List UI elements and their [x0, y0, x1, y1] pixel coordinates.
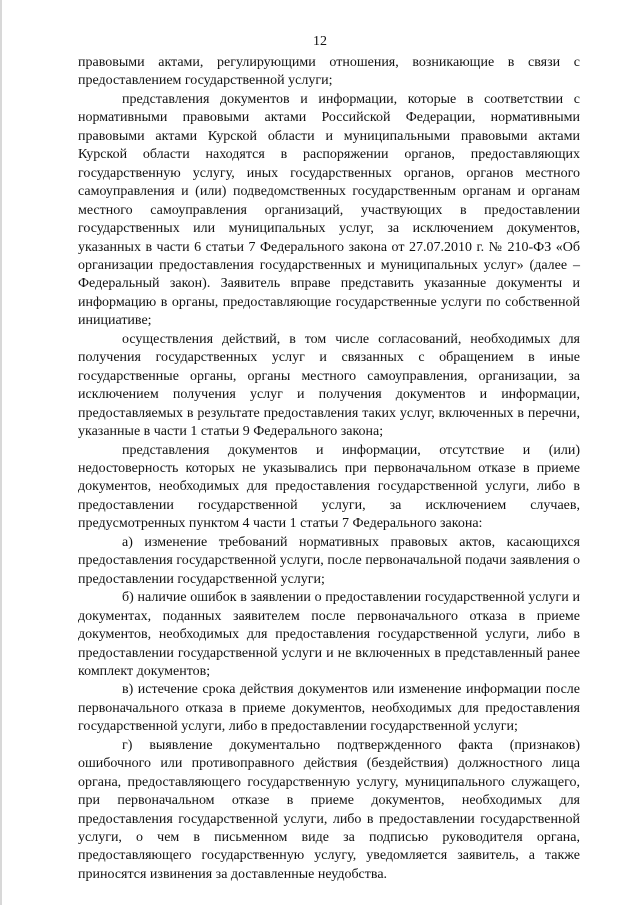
list-item-g: г) выявление документально подтвержденного факта (признаков) ошибочного или противоправного действия (бездействия) должностного лица органа, предоставляющего государственную услугу, муниципального служащего, при первоначальном отказе в приеме документов, необходимых для предоставления государственной услуги, либо в предоставлении государственной услуги, о чем в письменном виде за подписью руководителя органа, предоставляющего государственную услугу, уведомляется заявитель, а также приносятся извинения за доставленные неудобства. — [78, 737, 580, 882]
scan-edge — [0, 0, 2, 905]
list-item-v: в) истечение срока действия документов или изменение информации после первоначального отказа в приеме документов, необходимых для предоставления государственной услуги, либо в предоставлении государственной услуги; — [78, 682, 580, 735]
list-item-a: а) изменение требований нормативных правовых актов, касающихся предоставления государственной услуги, после первоначальной подачи заявления о предоставлении государственной услуги; — [78, 534, 580, 587]
list-item-b: б) наличие ошибок в заявлении о предоставлении государственной услуги и документах, поданных заявителем после первоначального отказа в приеме документов, необходимых для предоставления государственной услуги, либо в предоставлении государственной услуги и не включенных в представленный ранее комплект документов; — [78, 590, 580, 679]
paragraph-documents-information: представления документов и информации, которые в соответствии с нормативными правовыми актами Российской Федерации, нормативными правовыми актами Курской области и муниципальными правовыми актами Курской области находятся в распоряжении органов, предоставляющих государственную услугу, иных государственных органов, органов местного самоуправления и (или) подведомственных государственным органам и органам местного самоуправления организаций, участвующих в предоставлении государственных или муниципальных услуг, за исключением документов, указанных в части 6 статьи 7 Федерального закона от 27.07.2010 г. № 210-ФЗ «Об организации предоставления государственных и муниципальных услуг» (далее – Федеральный закон). Заявитель вправе представить указанные документы и информацию в органы, предоставляющие государственные услуги по собственной инициативе; — [78, 91, 580, 329]
document-body — [78, 54, 580, 884]
page-number: 12 — [313, 34, 327, 49]
paragraph-initial-refusal: представления документов и информации, отсутствие и (или) недостоверность которых не указывались при первоначальном отказе в приеме документов, необходимых для предоставления государственной услуги, либо в предоставлении государственной услуги, за исключением случаев, предусмотренных пунктом 4 части 1 статьи 7 Федерального закона: — [78, 442, 580, 532]
paragraph-actions-approvals: осуществления действий, в том числе согласований, необходимых для получения государственных услуг и связанных с обращением в иные государственные органы, органы местного самоуправления, организации, за исключением получения услуг и получения документов и информации, предоставляемых в результате предоставления таких услуг, включенных в перечни, указанные в части 1 статьи 9 Федерального закона; — [78, 331, 580, 440]
paragraph-continuation: правовыми актами, регулирующими отношения, возникающие в связи с предоставлением государственной услуги; — [78, 55, 580, 89]
